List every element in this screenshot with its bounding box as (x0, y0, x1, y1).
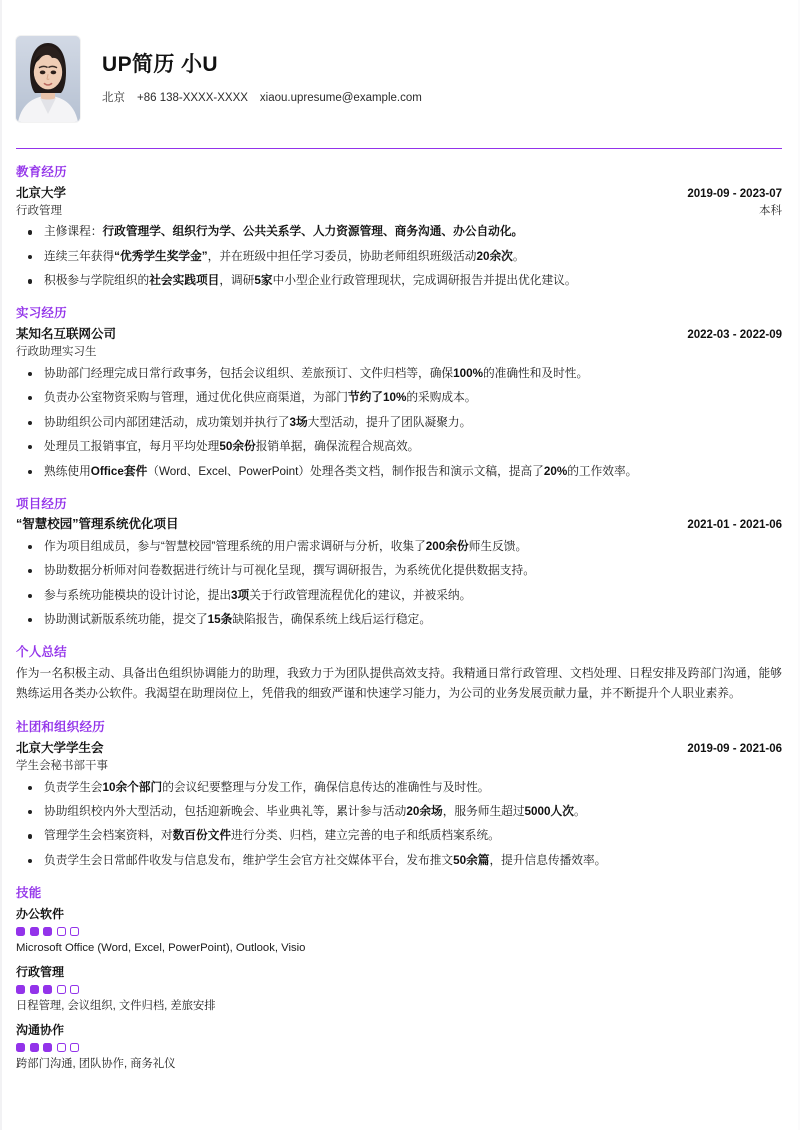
skill-block (16, 905, 782, 957)
bullet-item (16, 439, 782, 456)
bullet-text: 负责办公室物资采购与管理，通过优化供应商渠道，为部门 (44, 391, 348, 405)
rating-dot-empty (57, 985, 66, 994)
rating-dot-empty (70, 927, 79, 936)
bullet-emphasis: 数百份文件 (172, 829, 232, 843)
bullet-text: ，并在班级中担任学习委员，协助老师组织班级活动 (207, 249, 477, 263)
bullet-text: 缺陷报告，确保系统上线后运行稳定。 (232, 613, 432, 627)
entry-role: 行政管理 (16, 205, 62, 218)
bullet-text: （Word、Excel、PowerPoint）处理各类文档，制作报告和演示文稿，提高了 (147, 464, 544, 478)
bullet-emphasis: 15条 (207, 613, 233, 627)
bullet-text: 中小型企业行政管理现状，完成调研报告并提出优化建议。 (272, 274, 577, 288)
bullet-text: 管理学生会档案资料，对 (44, 829, 173, 843)
bullet-emphasis: 行政管理学、组织行为学、公共关系学、人力资源管理、商务沟通、办公自动化。 (102, 225, 524, 239)
skill-name: 沟通协作 (16, 1022, 65, 1037)
skill-block (16, 1021, 782, 1073)
skill-detail: Microsoft Office (Word, Excel, PowerPoint), Outlook, Visio (16, 941, 306, 954)
section-title-internship: 实习经历 (16, 306, 67, 321)
bullet-item (16, 249, 782, 266)
bullet-item (16, 853, 782, 870)
section-projects (16, 496, 782, 630)
header-text (102, 52, 422, 105)
bullet-emphasis: 20余场 (406, 804, 443, 818)
bullet-emphasis: 3项 (231, 588, 250, 602)
bullet-text: 的准确性和及时性。 (482, 366, 589, 380)
section-clubs (16, 719, 782, 870)
bullet-emphasis: 社会实践项目 (149, 274, 220, 288)
bullet-item (16, 588, 782, 605)
rating-dot-filled (30, 1043, 39, 1052)
rating-dot-filled (43, 1043, 52, 1052)
bullet-emphasis: “优秀学生奖学金” (114, 249, 208, 263)
bullet-emphasis: 节约了10% (347, 391, 407, 405)
section-title-education: 教育经历 (16, 165, 67, 179)
contact-email: xiaou.upresume@example.com (259, 91, 422, 104)
skill-level-rating (16, 1043, 782, 1052)
rating-dot-empty (70, 985, 79, 994)
bullet-text: 报销单据，确保流程合规高效。 (255, 440, 420, 454)
bullet-emphasis: 100% (453, 366, 483, 380)
bullet-text: ，调研 (219, 274, 255, 288)
rating-dot-filled (30, 927, 39, 936)
entry-header (16, 325, 782, 344)
bullet-text: 进行分类、归档，建立完善的电子和纸质档案系统。 (231, 829, 500, 843)
entry-subheader (16, 344, 782, 361)
bullet-list (16, 539, 782, 629)
bullet-text: 负责学生会 (44, 780, 103, 794)
bullet-text: 关于行政管理流程优化的建议，并被采纳。 (249, 588, 472, 602)
bullet-emphasis: 200余份 (425, 539, 469, 553)
bullet-text: 。 (512, 249, 525, 263)
entry-date-range: 2019-09 - 2021-06 (687, 743, 782, 755)
bullet-list (16, 366, 782, 481)
entry-header (16, 515, 782, 534)
bullet-text: 负责学生会日常邮件收发与信息发布，维护学生会官方社交媒体平台，发布推文 (44, 853, 454, 867)
bullet-text: 作为项目组成员，参与“智慧校园”管理系统的用户需求调研与分析，收集了 (44, 539, 426, 553)
section-title-clubs: 社团和组织经历 (16, 720, 105, 735)
skill-level-rating (16, 985, 782, 994)
bullet-item (16, 415, 782, 432)
entry-date-range: 2021-01 - 2021-06 (687, 519, 782, 532)
bullet-text: ，提升信息传播效率。 (489, 853, 607, 867)
bullet-emphasis: 50余篇 (453, 853, 490, 867)
rating-dot-filled (16, 985, 25, 994)
bullet-text: 大型活动，提升了团队凝聚力。 (307, 415, 472, 429)
bullet-emphasis: 10余个部门 (102, 780, 163, 794)
page-title: UP简历 小U (102, 53, 218, 77)
bullet-item (16, 780, 782, 797)
resume-header (16, 0, 782, 122)
bullet-text: 的会议纪要整理与分发工作，确保信息传达的准确性与及时性。 (162, 780, 490, 794)
entry-organization: 北京大学 (16, 185, 67, 200)
bullet-emphasis: 5家 (254, 274, 273, 288)
entry-organization: 某知名互联网公司 (16, 327, 117, 342)
rating-dot-filled (16, 927, 25, 936)
bullet-text: 积极参与学院组织的 (44, 274, 150, 288)
entry-date-range: 2022-03 - 2022-09 (687, 329, 782, 342)
bullet-item (16, 464, 782, 481)
rating-dot-filled (43, 927, 52, 936)
contact-location: 北京 (102, 91, 125, 104)
bullet-emphasis: 5000人次 (524, 804, 574, 818)
bullet-emphasis: 20% (543, 464, 568, 478)
skill-detail: 跨部门沟通, 团队协作, 商务礼仪 (16, 1057, 176, 1070)
entry-header (16, 184, 782, 203)
bullet-list (16, 780, 782, 870)
bullet-item (16, 366, 782, 383)
bullet-text: 处理员工报销事宜，每月平均处理 (44, 440, 220, 454)
bullet-text: 参与系统功能模块的设计讨论，提出 (44, 588, 232, 602)
bullet-text: 协助组织公司内部团建活动，成功策划并执行了 (44, 415, 290, 429)
entry-degree: 本科 (759, 205, 782, 218)
entry-role: 学生会秘书部干事 (16, 760, 108, 773)
bullet-emphasis: 50余份 (219, 440, 256, 454)
entry-subheader (16, 758, 782, 775)
bullet-text: 师生反馈。 (468, 539, 528, 553)
section-title-projects: 项目经历 (16, 496, 67, 511)
bullet-item (16, 390, 782, 407)
skill-name: 办公软件 (16, 906, 65, 921)
bullet-text: 的工作效率。 (567, 464, 638, 478)
bullet-item (16, 804, 782, 821)
summary-text: 作为一名积极主动、具备出色组织协调能力的助理，我致力于为团队提供高效支持。我精通日常行政管理、文档处理、日程安排及跨部门沟通，能够熟练运用各类办公软件。我渴望在助理岗位上，凭借我的细致严谨和快速学习能力，为公司的业务发展贡献力量，并不断提升个人职业素养。 (16, 666, 782, 700)
section-title-summary: 个人总结 (16, 645, 67, 659)
bullet-item (16, 563, 782, 580)
bullet-text: 协助组织校内外大型活动，包括迎新晚会、毕业典礼等，累计参与活动 (44, 804, 407, 818)
section-summary (16, 644, 782, 704)
header-divider (16, 148, 782, 149)
skill-name: 行政管理 (16, 964, 65, 979)
contact-line (102, 91, 422, 106)
contact-phone: +86 138-XXXX-XXXX (137, 91, 248, 104)
bullet-text: 熟练使用 (44, 464, 91, 478)
bullet-item (16, 539, 782, 556)
bullet-text: 协助数据分析师对问卷数据进行统计与可视化呈现，撰写调研报告，为系统优化提供数据支持。 (44, 564, 535, 578)
entry-role: 行政助理实习生 (16, 346, 97, 359)
entry-organization: 北京大学学生会 (16, 741, 104, 755)
section-education (16, 164, 782, 290)
bullet-item (16, 612, 782, 629)
entry-header (16, 739, 782, 758)
rating-dot-filled (30, 985, 39, 994)
bullet-text: ，服务师生超过 (442, 804, 525, 818)
bullet-text: 的采购成本。 (406, 391, 477, 405)
avatar (16, 36, 80, 122)
bullet-item (16, 828, 782, 845)
section-title-skills: 技能 (16, 885, 42, 900)
section-internship (16, 305, 782, 480)
bullet-text: 连续三年获得 (44, 249, 115, 263)
entry-organization: “智慧校园”管理系统优化项目 (16, 517, 179, 532)
skill-block (16, 963, 782, 1015)
rating-dot-filled (43, 985, 52, 994)
clubs-entries (16, 739, 782, 870)
skills-list (16, 905, 782, 1073)
bullet-text: 协助部门经理完成日常行政事务，包括会议组织、差旅预订、文件归档等，确保 (44, 366, 454, 380)
bullet-list (16, 224, 782, 290)
bullet-emphasis: 20余次 (476, 249, 513, 263)
bullet-emphasis: 3场 (289, 415, 308, 429)
entry-date-range: 2019-09 - 2023-07 (687, 187, 782, 200)
bullet-text: 主修课程： (44, 225, 103, 239)
bullet-text: 协助测试新版系统功能，提交了 (44, 613, 208, 627)
bullet-item (16, 224, 782, 241)
sections-container (16, 164, 782, 629)
bullet-text: 。 (573, 804, 586, 818)
entry-subheader (16, 203, 782, 220)
rating-dot-filled (16, 1043, 25, 1052)
bullet-emphasis: Office套件 (90, 464, 148, 478)
skill-level-rating (16, 927, 782, 936)
rating-dot-empty (70, 1043, 79, 1052)
bullet-item (16, 273, 782, 290)
section-skills (16, 885, 782, 1073)
rating-dot-empty (57, 1043, 66, 1052)
rating-dot-empty (57, 927, 66, 936)
skill-detail: 日程管理, 会议组织, 文件归档, 差旅安排 (16, 999, 216, 1012)
